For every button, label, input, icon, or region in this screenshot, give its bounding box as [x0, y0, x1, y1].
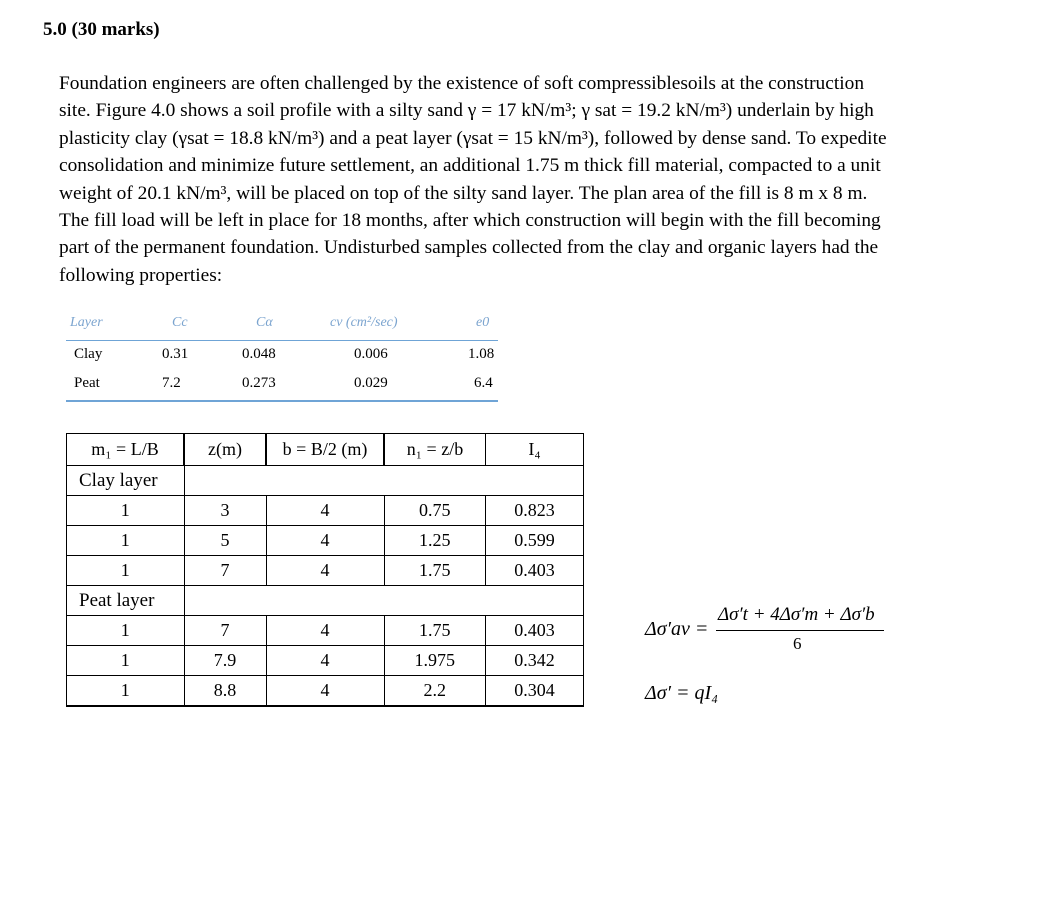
cell-b: 4 [266, 496, 384, 526]
cell-z: 8.8 [184, 676, 266, 707]
cell-cv: 0.029 [354, 375, 388, 391]
paragraph-line: The fill load will be left in place for 18 months, after which construction will begin with the fill becoming [59, 210, 881, 232]
cell-n1: 2.2 [384, 676, 486, 707]
question-paragraph [59, 70, 991, 289]
soil-properties-table [66, 311, 498, 402]
header-cv: cv (cm²/sec) [330, 315, 398, 330]
paragraph-line: Foundation engineers are often challenged by the existence of soft compressiblesoils at the construction [59, 73, 865, 94]
header-n1: n₁ = z/b [384, 434, 486, 466]
cell-z: 3 [184, 496, 266, 526]
cell-i4: 0.403 [486, 556, 584, 586]
cell-e0: 1.08 [468, 346, 495, 362]
cell-m1: 1 [67, 526, 185, 556]
header-calpha: Cα [256, 315, 273, 330]
cell-cv: 0.006 [354, 346, 388, 362]
section-row-clay [67, 466, 584, 496]
paragraph-line: plasticity clay (γsat = 18.8 kN/m³) and a peat layer (γsat = 15 kN/m³), followed by dense sand. To expedite [59, 127, 887, 149]
table-row [67, 526, 584, 556]
section-spacer [184, 466, 584, 496]
cell-e0: 6.4 [474, 375, 493, 391]
table-row [67, 616, 584, 646]
table-header-row [67, 434, 584, 466]
paragraph-line: consolidation and minimize future settlement, an additional 1.75 m thick fill material, compacted to a unit [59, 155, 881, 177]
cell-b: 4 [266, 526, 384, 556]
stress-increase-formula: Δσ′ = qI₄ [645, 682, 719, 704]
table-row [67, 646, 584, 676]
header-i4: I₄ [486, 434, 584, 466]
cell-n1: 0.75 [384, 496, 486, 526]
cell-n1: 1.75 [384, 616, 486, 646]
influence-factor-table [66, 433, 584, 707]
cell-cc: 0.31 [162, 346, 189, 362]
cell-z: 7 [184, 616, 266, 646]
cell-i4: 0.599 [486, 526, 584, 556]
formula-numerator: Δσ′t + 4Δσ′m + Δσ′b [718, 604, 875, 625]
cell-n1: 1.75 [384, 556, 486, 586]
cell-cc: 7.2 [162, 375, 181, 391]
cell-z: 7.9 [184, 646, 266, 676]
table-row [67, 676, 584, 707]
cell-m1: 1 [67, 616, 185, 646]
cell-b: 4 [266, 556, 384, 586]
cell-calpha: 0.048 [242, 346, 276, 362]
cell-i4: 0.403 [486, 616, 584, 646]
table-row [67, 556, 584, 586]
cell-m1: 1 [67, 496, 185, 526]
cell-i4: 0.304 [486, 676, 584, 707]
cell-n1: 1.975 [384, 646, 486, 676]
cell-i4: 0.823 [486, 496, 584, 526]
fraction-bar [716, 630, 884, 631]
cell-calpha: 0.273 [242, 375, 276, 391]
section-label-peat: Peat layer [67, 586, 185, 616]
cell-layer: Peat [74, 375, 100, 391]
cell-n1: 1.25 [384, 526, 486, 556]
cell-z: 5 [184, 526, 266, 556]
cell-z: 7 [184, 556, 266, 586]
header-cc: Cc [172, 315, 188, 330]
formula-denominator: 6 [793, 634, 802, 653]
cell-m1: 1 [67, 676, 185, 707]
header-e0: e0 [476, 315, 490, 330]
header-layer: Layer [70, 315, 103, 330]
cell-b: 4 [266, 616, 384, 646]
paragraph-line: part of the permanent foundation. Undisturbed samples collected from the clay and organic layers had the [59, 237, 879, 259]
header-m1: m₁ = L/B [67, 434, 185, 466]
paragraph-line: weight of 20.1 kN/m³, will be placed on top of the silty sand layer. The plan area of the fill is 8 m x 8 m. [59, 182, 868, 204]
cell-b: 4 [266, 646, 384, 676]
average-stress-formula [645, 604, 895, 654]
question-heading: 5.0 (30 marks) [43, 19, 160, 40]
cell-m1: 1 [67, 646, 185, 676]
table-row [67, 496, 584, 526]
paragraph-line: site. Figure 4.0 shows a soil profile with a silty sand γ = 17 kN/m³; γ sat = 19.2 kN/m³) underlain by high [59, 100, 874, 122]
cell-m1: 1 [67, 556, 185, 586]
cell-layer: Clay [74, 346, 103, 362]
header-divider [66, 340, 498, 341]
header-b: b = B/2 (m) [266, 434, 384, 466]
header-z: z(m) [184, 434, 266, 466]
section-spacer [184, 586, 584, 616]
cell-i4: 0.342 [486, 646, 584, 676]
paragraph-line: following properties: [59, 264, 223, 286]
formula-lhs: Δσ′av = [645, 618, 709, 640]
cell-b: 4 [266, 676, 384, 707]
section-row-peat [67, 586, 584, 616]
section-label-clay: Clay layer [67, 466, 185, 496]
